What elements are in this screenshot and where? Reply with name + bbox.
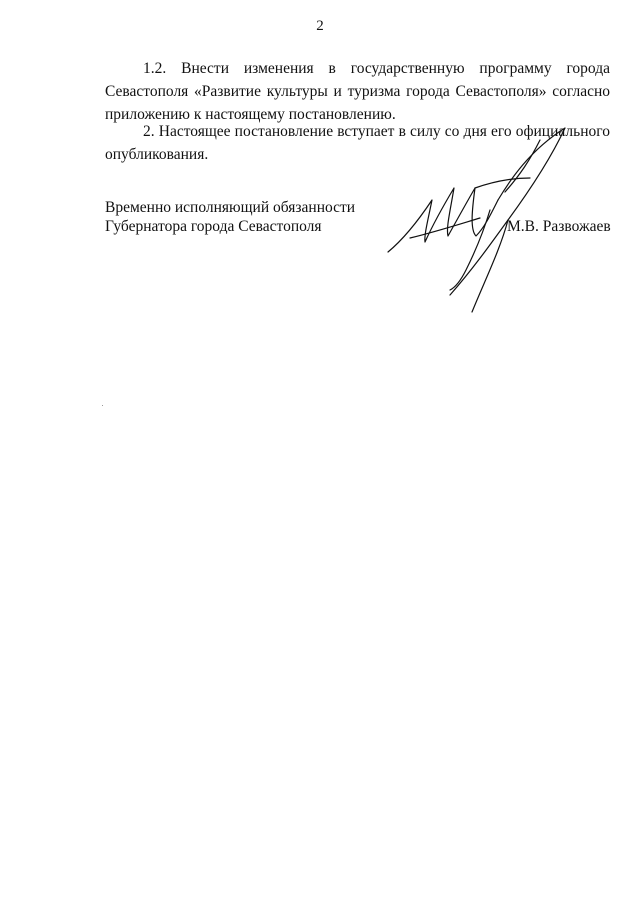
page-number: 2 [316, 18, 324, 34]
signer-title-line-2: Губернатора города Севастополя [105, 218, 322, 235]
scan-artifact [102, 405, 103, 406]
signer-name: М.В. Развожаев [507, 218, 611, 235]
paragraph-2-text: 2. Настоящее постановление вступает в силу со дня его официального опубликования. [105, 123, 610, 163]
paragraph-1-2-text: 1.2. Внести изменения в государственную программу города Севастополя «Развитие культуры и туризма города Севастополя» согласно приложению к настоящему постановлению. [105, 60, 610, 123]
signer-title-line-1: Временно исполняющий обязанности [105, 199, 356, 216]
signer-title [105, 198, 355, 236]
paragraph-1-2 [105, 57, 610, 126]
